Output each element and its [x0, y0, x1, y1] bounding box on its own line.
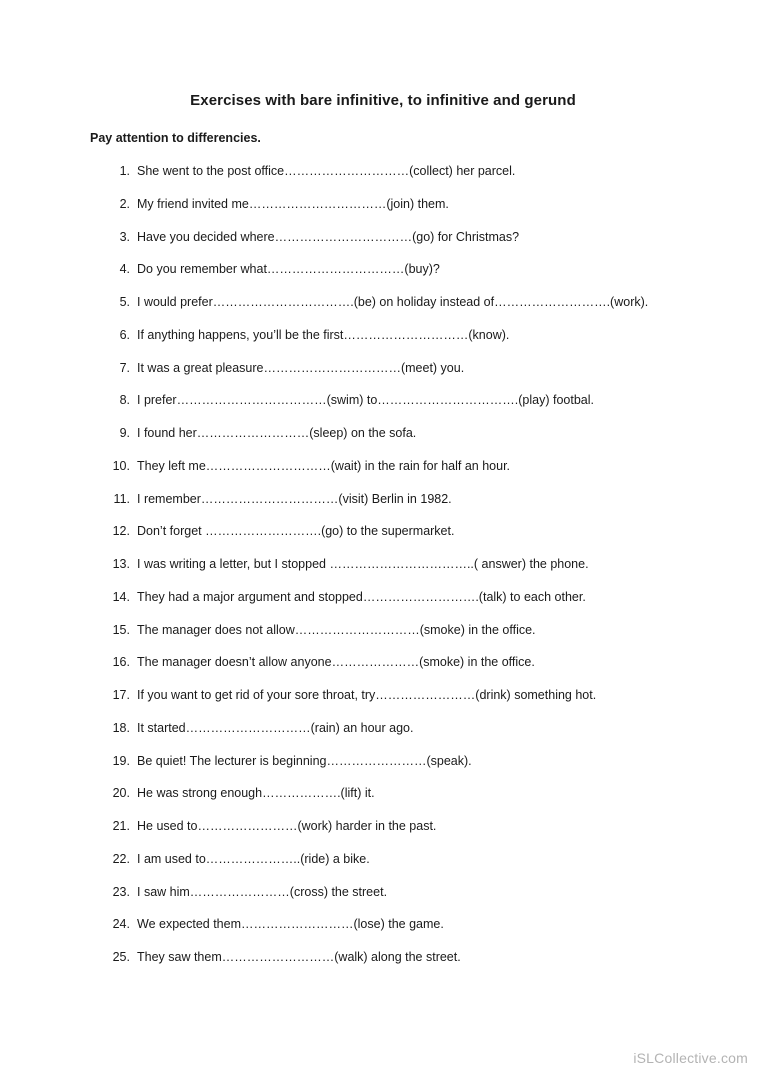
exercise-item [0, 850, 766, 883]
exercise-number: 16. [112, 655, 130, 670]
exercise-item [0, 162, 766, 195]
exercise-sentence: It started…………………………(rain) an hour ago. [137, 720, 414, 735]
exercise-sentence: I remember……………………………(visit) Berlin in 1982. [137, 491, 452, 506]
watermark: iSLCollective.com [633, 1050, 748, 1066]
exercise-item [0, 784, 766, 817]
exercise-number: 13. [112, 557, 130, 571]
exercise-sentence: Be quiet! The lecturer is beginning……………………(speak). [137, 753, 472, 768]
exercise-item [0, 260, 766, 293]
instructions: Pay attention to differencies. [90, 131, 261, 145]
exercise-sentence: We expected them………………………(lose) the game. [137, 917, 444, 932]
exercise-sentence: She went to the post office…………………………(collect) her parcel. [137, 164, 516, 178]
exercise-sentence: I would prefer…………………………….(be) on holiday instead of……………………….(work). [137, 295, 649, 309]
exercise-number: 8. [119, 393, 130, 408]
exercise-sentence: If anything happens, you’ll be the first…………………………(know). [137, 327, 510, 342]
exercise-item [0, 293, 766, 326]
exercise-item [0, 391, 766, 424]
exercise-number: 2. [119, 196, 130, 211]
exercise-item [0, 457, 766, 490]
exercise-sentence: The manager does not allow…………………………(smoke) in the office. [137, 622, 536, 637]
exercise-sentence: It was a great pleasure……………………………(meet) you. [137, 360, 465, 375]
exercise-item [0, 915, 766, 948]
exercise-sentence: I am used to…………………..(ride) a bike. [137, 851, 370, 866]
exercise-number: 3. [119, 229, 130, 244]
exercise-item [0, 326, 766, 359]
exercise-item [0, 752, 766, 785]
exercise-sentence: I prefer………………………………(swim) to…………………………….(play) footbal. [137, 393, 594, 408]
exercise-item [0, 817, 766, 850]
exercise-number: 20. [112, 786, 130, 801]
exercise-sentence: If you want to get rid of your sore throat, try……………………(drink) something hot. [137, 688, 597, 702]
exercise-sentence: He was strong enough……………….(lift) it. [137, 786, 375, 801]
exercise-sentence: They left me…………………………(wait) in the rain for half an hour. [137, 458, 511, 473]
exercise-list [0, 162, 766, 981]
exercise-item [0, 195, 766, 228]
exercise-sentence: They had a major argument and stopped……………………….(talk) to each other. [137, 589, 586, 604]
exercise-number: 23. [112, 884, 130, 899]
exercise-sentence: I found her………………………(sleep) on the sofa. [137, 426, 417, 440]
exercise-item [0, 228, 766, 261]
exercise-sentence: Don’t forget ……………………….(go) to the supermarket. [137, 524, 455, 539]
exercise-number: 25. [112, 950, 130, 964]
exercise-number: 19. [112, 753, 130, 768]
exercise-item [0, 883, 766, 916]
exercise-sentence: My friend invited me……………………………(join) them. [137, 196, 449, 211]
exercise-number: 15. [112, 622, 130, 637]
exercise-number: 6. [119, 327, 130, 342]
exercise-sentence: He used to……………………(work) harder in the past. [137, 819, 437, 833]
exercise-number: 17. [112, 688, 130, 702]
exercise-number: 5. [119, 295, 130, 309]
exercise-number: 12. [112, 524, 130, 539]
exercise-number: 9. [119, 426, 130, 440]
exercise-item [0, 948, 766, 981]
exercise-item [0, 653, 766, 686]
exercise-sentence: I was writing a letter, but I stopped ……………………………..( answer) the phone. [137, 557, 589, 571]
exercise-number: 24. [112, 917, 130, 932]
exercise-number: 14. [112, 589, 130, 604]
exercise-sentence: Do you remember what……………………………(buy)? [137, 262, 440, 277]
page-title: Exercises with bare infinitive, to infinitive and gerund [190, 92, 576, 109]
exercise-item [0, 424, 766, 457]
exercise-number: 4. [119, 262, 130, 277]
exercise-item [0, 522, 766, 555]
exercise-item [0, 588, 766, 621]
exercise-item [0, 686, 766, 719]
exercise-item [0, 719, 766, 752]
exercise-sentence: I saw him……………………(cross) the street. [137, 884, 388, 899]
exercise-item [0, 555, 766, 588]
exercise-number: 18. [112, 720, 130, 735]
exercise-item [0, 490, 766, 523]
exercise-sentence: Have you decided where……………………………(go) for Christmas? [137, 229, 520, 244]
exercise-item [0, 621, 766, 654]
exercise-number: 21. [112, 819, 130, 833]
exercise-number: 10. [112, 458, 130, 473]
exercise-number: 11. [113, 491, 130, 506]
exercise-sentence: The manager doesn’t allow anyone…………………(smoke) in the office. [137, 655, 535, 670]
exercise-number: 7. [119, 360, 130, 375]
exercise-number: 1. [119, 164, 130, 178]
exercise-item [0, 359, 766, 392]
exercise-sentence: They saw them………………………(walk) along the street. [137, 950, 461, 964]
exercise-number: 22. [112, 851, 130, 866]
